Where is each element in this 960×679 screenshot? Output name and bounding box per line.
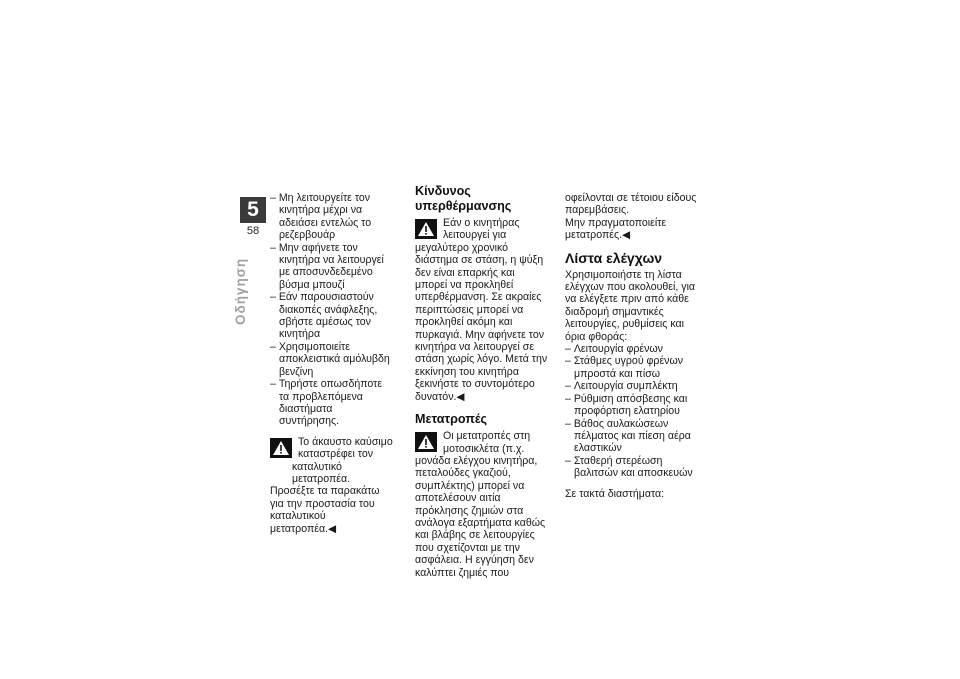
warning-triangle-icon (415, 432, 437, 452)
section-tab-label: Οδήγηση (233, 257, 248, 325)
list-item: – Λειτουργία φρένων (565, 343, 703, 355)
list-item: – Λειτουργία συμπλέκτη (565, 380, 703, 392)
intro-text: Χρησιμοποιήστε τη λίστα ελέγχων που ακολουθεί, για να ελέγξετε πριν από κάθε διαδρομή σημαντικές λειτουργίες, ρυθμίσεις και όρια φθοράς: (565, 268, 696, 343)
page-number: 58 (246, 225, 260, 237)
warning-block (270, 436, 394, 535)
column-3 (565, 192, 703, 500)
list-item: – Μην αφήνετε τον κινητήρα να λειτουργεί με αποσυνδεδεμένο βύσμα μπουζί (270, 242, 394, 292)
section-heading: Κίνδυνος υπερθέρμανσης (415, 184, 512, 213)
continued-text: οφείλονται σε τέτοιου είδους παρεμβάσεις. (565, 192, 697, 217)
warning-block (415, 217, 549, 403)
warning-triangle-icon (415, 219, 437, 239)
checklist (565, 343, 703, 479)
chapter-number: 5 (240, 197, 266, 223)
warning-triangle-icon (270, 438, 292, 458)
warning-text: Το άκαυστο καύσιμο καταστρέφει τον καταλυτικό μετατροπέα. (292, 435, 393, 485)
list-item: – Σταθερή στερέωση βαλιτσών και αποσκευών (565, 455, 703, 480)
column-1 (270, 192, 394, 535)
list-item: – Τηρήστε οπωσδήποτε τα προβλεπόμενα διαστήματα συντήρησης. (270, 378, 394, 428)
warning-block (415, 430, 549, 579)
list-item: – Ρύθμιση απόσβεσης και προφόρτιση ελατηρίου (565, 393, 703, 418)
list-item: – Μη λειτουργείτε τον κινητήρα μέχρι να αδειάσει εντελώς το ρεζερβουάρ (270, 192, 394, 242)
list-item: – Στάθμες υγρού φρένων μπροστά και πίσω (565, 355, 703, 380)
notice-text: Μην πραγματοποιείτε μετατροπές.◀ (565, 216, 667, 242)
warning-text: Προσέξτε τα παρακάτω για την προστασία του καταλυτικού μετατροπέα.◀ (270, 485, 380, 535)
list-item: – Χρησιμοποιείτε αποκλειστικά αμόλυβδη βενζίνη (270, 341, 394, 378)
warning-text: Εάν ο κινητήρας λειτουργεί για μεγαλύτερο χρονικό διάστημα σε στάση, η ψύξη δεν είναι επαρκής και μπορεί να προκληθεί υπερθέρμανση. Σε ακραίες περιπτώσεις μπορεί να προκληθεί ακόμη και πυρκαγιά. Μην αφήνετε τον κινητήρα να λειτουργεί σε στάση χωρίς λόγο. Μετά την εκκίνηση του κινητήρα ξεκινήστε το συντομότερο δυνατόν.◀ (415, 217, 548, 403)
outro-text: Σε τακτά διαστήματα: (565, 487, 665, 500)
column-2 (415, 184, 549, 579)
warning-text: Οι μετατροπές στη μοτοσικλέτα (π.χ. μονάδα ελέγχου κινητήρα, πεταλούδες γκαζιού, συμπλέκτης) μπορεί να αποτελέσουν αιτία πρόκλησης ζημιών στα ανάλογα εξαρτήματα καθώς και βλάβης σε λειτουργίες που σχετίζονται με την ασφάλεια. Η εγγύηση δεν καλύπτει ζημιές που (415, 430, 546, 579)
list-item: – Εάν παρουσιαστούν διακοπές ανάφλεξης, σβήστε αμέσως τον κινητήρα (270, 291, 394, 341)
list-item: – Βάθος αυλακώσεων πέλματος και πίεση αέρα ελαστικών (565, 418, 703, 455)
section-heading: Λίστα ελέγχων (565, 249, 663, 266)
section-heading: Μετατροπές (415, 412, 488, 427)
precaution-list (270, 192, 394, 428)
